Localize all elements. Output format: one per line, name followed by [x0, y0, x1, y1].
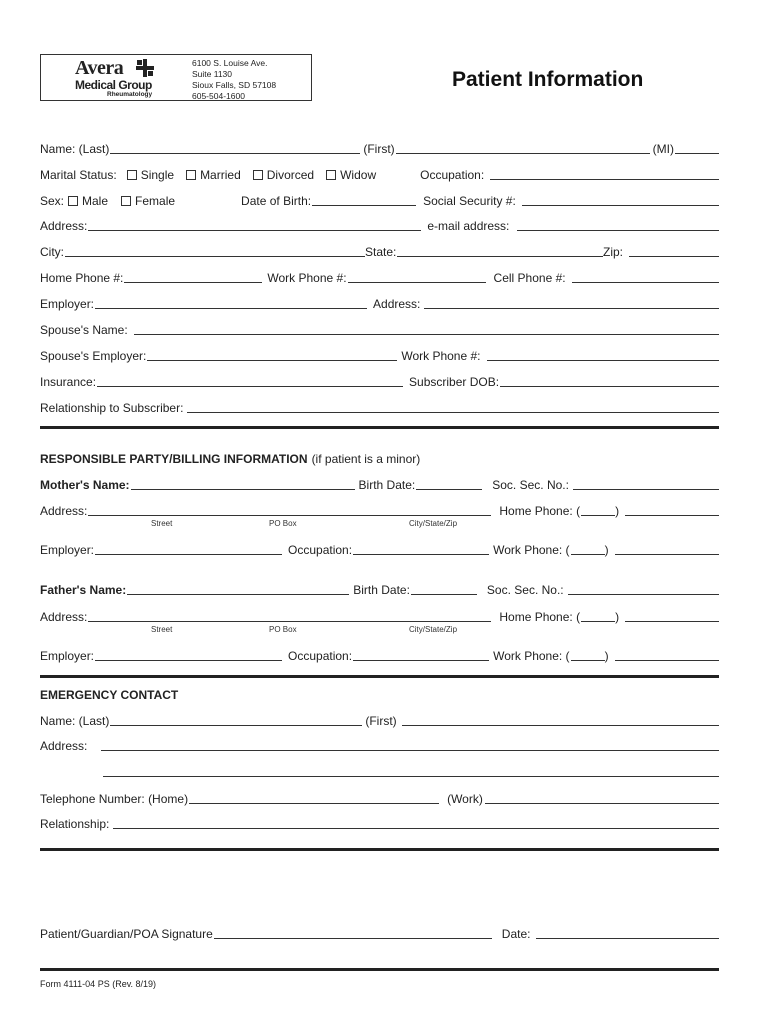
marital-status-row: [40, 166, 719, 182]
name-last-label: Name: (Last): [40, 142, 110, 156]
emergency-name-last-field[interactable]: [110, 714, 362, 726]
father-address-row: Address: Home Phone: ( ): [40, 608, 719, 624]
section-divider: [40, 675, 719, 678]
signature-row: [40, 925, 719, 941]
address-field[interactable]: [88, 219, 421, 231]
section-divider: [40, 426, 719, 429]
logo-wordmark: Avera: [75, 57, 124, 79]
spouse-work-phone-field[interactable]: [487, 349, 720, 361]
employer-field[interactable]: [95, 297, 367, 309]
emergency-home-phone-field[interactable]: [189, 792, 439, 804]
emergency-relationship-field[interactable]: [113, 817, 719, 829]
father-birth-date-label: Birth Date:: [353, 583, 410, 597]
mother-home-phone-field[interactable]: [625, 504, 719, 516]
signature-date-field[interactable]: [536, 927, 719, 939]
emergency-address-label: Address:: [40, 739, 88, 753]
marital-single-option[interactable]: Single: [127, 168, 174, 182]
emergency-phone-row: [40, 790, 719, 806]
emergency-relationship-row: [40, 815, 719, 831]
mother-employer-row: Employer: Occupation: Work Phone: ( ): [40, 541, 719, 557]
work-phone-field[interactable]: [348, 271, 486, 283]
insurance-row: [40, 373, 719, 389]
section-divider: [40, 848, 719, 851]
marital-widow-option[interactable]: Widow: [326, 168, 376, 182]
patient-name-row: [40, 140, 719, 156]
home-phone-label: Home Phone #:: [40, 271, 124, 285]
zip-label: Zip:: [602, 245, 623, 259]
marital-status-label: Marital Status:: [40, 168, 117, 182]
cell-phone-label: Cell Phone #:: [493, 271, 566, 285]
occupation-field[interactable]: [490, 168, 719, 180]
clinic-logo-box: [40, 54, 312, 101]
father-employer-field[interactable]: [95, 649, 282, 661]
spouse-name-label: Spouse's Name:: [40, 323, 128, 337]
father-address-label: Address:: [40, 610, 88, 624]
dob-field[interactable]: [312, 194, 416, 206]
sex-female-option[interactable]: Female: [121, 194, 175, 208]
father-address-field[interactable]: [88, 610, 491, 622]
mother-work-phone-label: Work Phone: (: [493, 543, 570, 557]
father-ssn-label: Soc. Sec. No.:: [486, 583, 564, 597]
spouse-name-field[interactable]: [134, 323, 719, 335]
marital-divorced-option[interactable]: Divorced: [253, 168, 314, 182]
mother-name-row: [40, 476, 719, 492]
state-field[interactable]: [397, 245, 603, 257]
mother-name-label: Mother's Name:: [40, 478, 130, 492]
mother-employer-field[interactable]: [95, 543, 282, 555]
sub-label-pobox: PO Box: [269, 519, 297, 528]
address-row: [40, 217, 719, 233]
mother-employer-label: Employer:: [40, 543, 95, 557]
mother-work-phone-area[interactable]: [571, 543, 605, 555]
employer-address-field[interactable]: [424, 297, 719, 309]
name-last-field[interactable]: [110, 142, 360, 154]
father-name-label: Father's Name:: [40, 583, 127, 597]
emergency-relationship-label: Relationship:: [40, 817, 110, 831]
father-ssn-field[interactable]: [568, 583, 719, 595]
mother-birth-date-field[interactable]: [416, 478, 482, 490]
mother-work-phone-field[interactable]: [615, 543, 719, 555]
father-birth-date-field[interactable]: [411, 583, 477, 595]
spouse-employer-row: [40, 347, 719, 363]
ssn-field[interactable]: [522, 194, 719, 206]
father-occupation-field[interactable]: [353, 649, 489, 661]
spouse-work-phone-label: Work Phone #:: [401, 349, 481, 363]
clinic-address: 6100 S. Louise Ave. Suite 1130 Sioux Falls, SD 57108 605-504-1600: [192, 58, 277, 101]
emergency-address-line2[interactable]: [103, 776, 719, 777]
phone-row: [40, 269, 719, 285]
father-employer-label: Employer:: [40, 649, 95, 663]
checkbox-icon[interactable]: [127, 170, 137, 180]
mother-address-label: Address:: [40, 504, 88, 518]
sub-label-street: Street: [151, 625, 173, 634]
signature-label: Patient/Guardian/POA Signature: [40, 927, 213, 941]
employer-row: [40, 295, 719, 311]
checkbox-icon[interactable]: [68, 196, 78, 206]
insurance-label: Insurance:: [40, 375, 97, 389]
home-phone-field[interactable]: [124, 271, 262, 283]
relationship-field[interactable]: [187, 401, 719, 413]
city-row: [40, 243, 719, 259]
emergency-name-first-label: (First): [365, 714, 397, 728]
cell-phone-field[interactable]: [572, 271, 719, 283]
father-name-row: [40, 581, 719, 597]
name-mi-field[interactable]: [675, 142, 719, 154]
emergency-work-phone-field[interactable]: [485, 792, 719, 804]
cross-icon: [136, 59, 154, 80]
form-number: Form 4111-04 PS (Rev. 8/19): [40, 979, 157, 989]
checkbox-icon[interactable]: [186, 170, 196, 180]
mother-name-field[interactable]: [131, 478, 355, 490]
logo-medical-group: Medical Group: [75, 78, 152, 92]
signature-date-label: Date:: [501, 927, 531, 941]
mother-home-phone-label: Home Phone: (: [499, 504, 581, 518]
subscriber-dob-field[interactable]: [500, 375, 719, 387]
name-mi-label: (MI): [652, 142, 674, 156]
name-first-field[interactable]: [396, 142, 650, 154]
work-phone-label: Work Phone #:: [267, 271, 347, 285]
email-label: e-mail address:: [427, 219, 510, 233]
father-work-phone-area[interactable]: [571, 649, 605, 661]
sex-label: Sex:: [40, 194, 65, 208]
spouse-employer-field[interactable]: [147, 349, 397, 361]
subscriber-dob-label: Subscriber DOB:: [409, 375, 500, 389]
marital-married-option[interactable]: Married: [186, 168, 241, 182]
father-work-phone-label: Work Phone: (: [493, 649, 570, 663]
sub-label-pobox: PO Box: [269, 625, 297, 634]
page-title: Patient Information: [452, 68, 644, 91]
father-work-phone-field[interactable]: [615, 649, 719, 661]
relationship-row: [40, 399, 719, 415]
email-field[interactable]: [517, 219, 719, 231]
father-home-phone-field[interactable]: [625, 610, 719, 622]
mother-birth-date-label: Birth Date:: [358, 478, 416, 492]
mother-occupation-label: Occupation:: [288, 543, 353, 557]
sex-male-option[interactable]: Male: [68, 194, 108, 208]
emergency-address-field[interactable]: [101, 739, 719, 751]
zip-field[interactable]: [629, 245, 719, 257]
dob-label: Date of Birth:: [241, 194, 312, 208]
logo-department: Rheumatology: [107, 91, 153, 98]
responsible-heading: RESPONSIBLE PARTY/BILLING INFORMATION (if patient is a minor): [40, 452, 421, 466]
emergency-home-phone-label: Telephone Number: (Home): [40, 792, 189, 806]
employer-address-label: Address:: [373, 297, 421, 311]
city-field[interactable]: [65, 245, 365, 257]
emergency-heading: EMERGENCY CONTACT: [40, 688, 179, 702]
mother-occupation-field[interactable]: [353, 543, 489, 555]
sub-label-city: City/State/Zip: [409, 625, 458, 634]
mother-address-row: Address: Home Phone: ( ): [40, 502, 719, 518]
name-first-label: (First): [363, 142, 395, 156]
occupation-label: Occupation:: [420, 168, 485, 182]
sub-label-street: Street: [151, 519, 173, 528]
father-occupation-label: Occupation:: [288, 649, 353, 663]
father-name-field[interactable]: [127, 583, 349, 595]
emergency-work-phone-label: (Work): [447, 792, 483, 806]
mother-ssn-label: Soc. Sec. No.:: [492, 478, 569, 492]
father-home-phone-label: Home Phone: (: [499, 610, 581, 624]
emergency-name-last-label: Name: (Last): [40, 714, 110, 728]
checkbox-icon[interactable]: [326, 170, 336, 180]
employer-label: Employer:: [40, 297, 95, 311]
mother-address-field[interactable]: [88, 504, 491, 516]
checkbox-icon[interactable]: [121, 196, 131, 206]
emergency-name-row: [40, 712, 719, 728]
emergency-address-row: [40, 737, 719, 753]
city-label: City:: [40, 245, 64, 259]
sex-row: [40, 192, 719, 208]
state-label: State:: [365, 245, 397, 259]
signature-field[interactable]: [214, 927, 492, 939]
address-label: Address:: [40, 219, 88, 233]
insurance-field[interactable]: [97, 375, 403, 387]
sub-label-city: City/State/Zip: [409, 519, 458, 528]
ssn-label: Social Security #:: [423, 194, 516, 208]
mother-home-phone-area[interactable]: [581, 504, 615, 516]
mother-ssn-field[interactable]: [573, 478, 719, 490]
father-employer-row: Employer: Occupation: Work Phone: ( ): [40, 647, 719, 663]
relationship-label: Relationship to Subscriber:: [40, 401, 184, 415]
spouse-employer-label: Spouse's Employer:: [40, 349, 147, 363]
spouse-name-row: [40, 321, 719, 337]
father-home-phone-area[interactable]: [581, 610, 615, 622]
footer-divider: [40, 968, 719, 971]
emergency-name-first-field[interactable]: [402, 714, 719, 726]
checkbox-icon[interactable]: [253, 170, 263, 180]
